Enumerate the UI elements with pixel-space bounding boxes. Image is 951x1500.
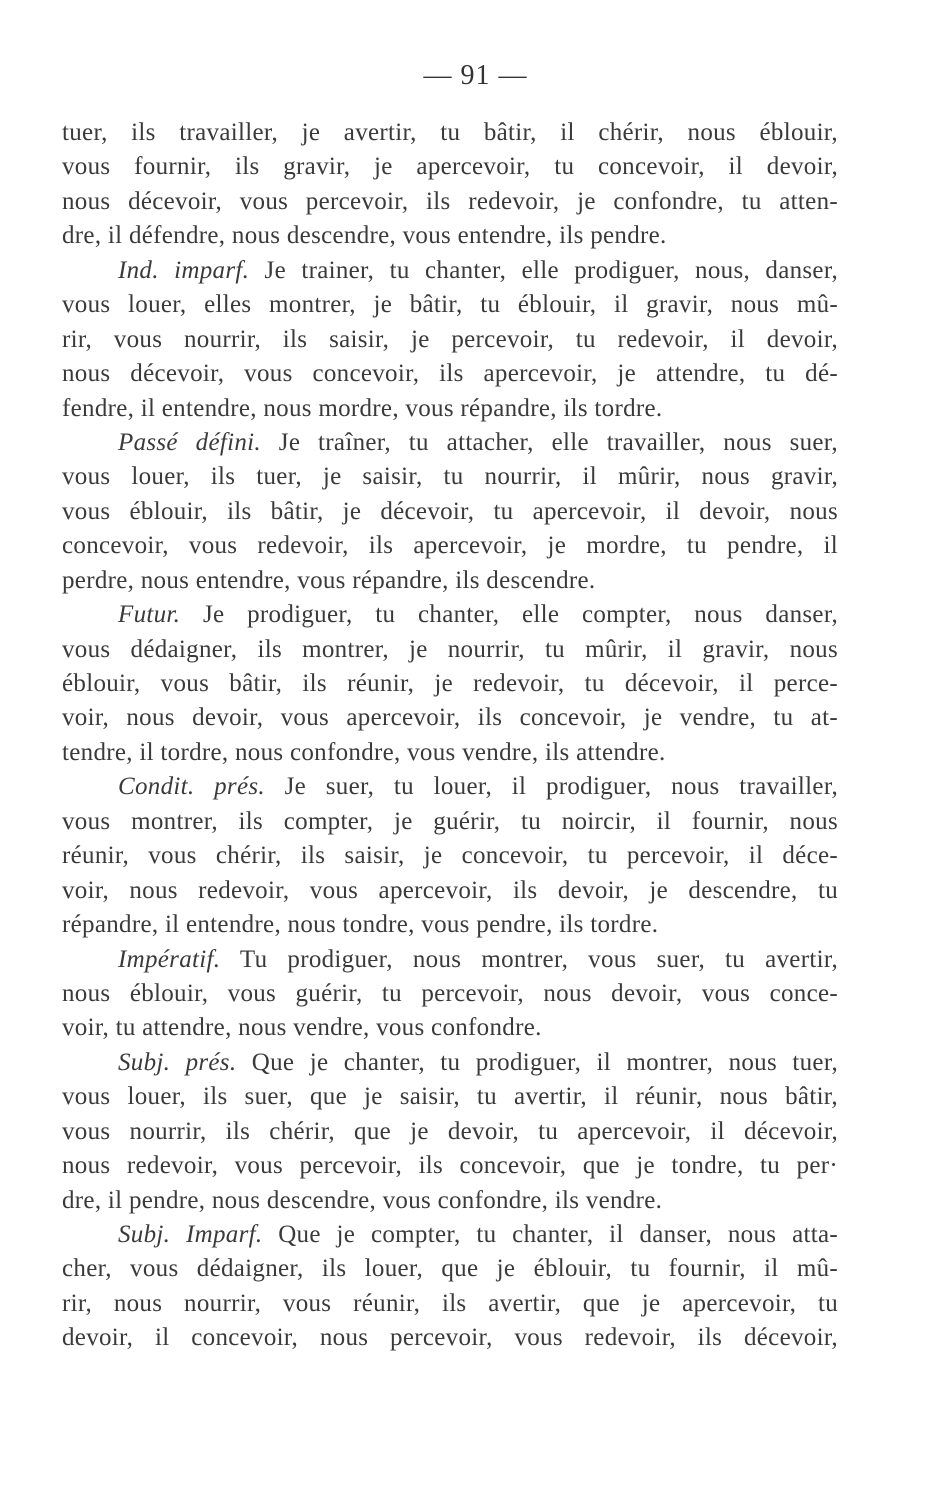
text-line: nous décevoir, vous percevoir, ils redevoir, je confondre, tu atten- [62, 187, 838, 215]
text-line: nous décevoir, vous concevoir, ils apercevoir, je attendre, tu dé- [62, 360, 838, 388]
line-text: Je prodiguer, tu chanter, elle compter, nous danser, [180, 601, 838, 629]
text-line: cher, vous dédaigner, ils louer, que je éblouir, tu fournir, il mû- [62, 1255, 838, 1283]
text-line: devoir, il concevoir, nous percevoir, vous redevoir, ils décevoir, [62, 1324, 838, 1352]
text-line [62, 1218, 838, 1252]
tense-label: Subj. Imparf. [118, 1221, 263, 1248]
text-line: répandre, il entendre, nous tondre, vous pendre, ils tordre. [62, 911, 659, 939]
paragraph-imperatif [62, 943, 838, 1046]
text-line: fendre, il entendre, nous mordre, vous répandre, ils tordre. [62, 394, 663, 422]
text-line: voir, nous redevoir, vous apercevoir, ils devoir, je descendre, tu [62, 876, 838, 904]
text-line: dre, il défendre, nous descendre, vous entendre, ils pendre. [62, 222, 667, 250]
tense-label: Ind. imparf. [118, 256, 250, 284]
text-line [62, 943, 838, 977]
paragraph-condit-pres [62, 770, 838, 942]
text-line: vous fournir, ils gravir, je apercevoir, tu concevoir, il devoir, [62, 153, 838, 181]
paragraph-subj-pres [62, 1046, 838, 1218]
text-line: vous louer, ils tuer, je saisir, tu nourrir, il mûrir, nous gravir, [62, 463, 838, 491]
tense-label: Passé défini. [118, 428, 261, 456]
paragraph-subj-imparf [62, 1218, 838, 1356]
text-line: nous éblouir, vous guérir, tu percevoir, nous devoir, vous conce- [62, 979, 838, 1007]
text-line: concevoir, vous redevoir, ils apercevoir, je mordre, tu pendre, il [62, 532, 838, 560]
text-line: vous louer, ils suer, que je saisir, tu avertir, il réunir, nous bâtir, [62, 1083, 838, 1111]
text-line: tendre, il tordre, nous confondre, vous vendre, ils attendre. [62, 738, 666, 766]
text-line: vous dédaigner, ils montrer, je nourrir, tu mûrir, il gravir, nous [62, 635, 838, 663]
line-text: Je trainer, tu chanter, elle prodiguer, nous, danser, [249, 256, 838, 284]
line-text: Je suer, tu louer, il prodiguer, nous travailler, [264, 773, 838, 801]
text-line: perdre, nous entendre, vous répandre, ils descendre. [62, 566, 596, 594]
body-text [62, 116, 838, 1356]
paragraph-continuation [62, 116, 838, 254]
text-line: nous redevoir, vous percevoir, ils concevoir, que je tondre, tu per· [62, 1152, 838, 1180]
tense-label: Condit. prés. [118, 773, 265, 801]
tense-label: Subj. prés. [118, 1048, 237, 1076]
text-line: réunir, vous chérir, ils saisir, je concevoir, tu percevoir, il déce- [62, 842, 838, 870]
text-line: vous louer, elles montrer, je bâtir, tu éblouir, il gravir, nous mû- [62, 291, 838, 319]
text-line: voir, tu attendre, nous vendre, vous confondre. [62, 1014, 542, 1042]
line-text: Que je compter, tu chanter, il danser, nous atta- [262, 1221, 838, 1248]
text-line: voir, nous devoir, vous apercevoir, ils concevoir, je vendre, tu at- [62, 704, 838, 732]
text-line [62, 770, 838, 804]
paragraph-ind-imparf [62, 254, 838, 426]
paragraph-passe-defini [62, 426, 838, 598]
text-line: rir, vous nourrir, ils saisir, je percevoir, tu redevoir, il devoir, [62, 325, 838, 353]
text-line: éblouir, vous bâtir, ils réunir, je redevoir, tu décevoir, il perce- [62, 670, 838, 697]
text-line: vous nourrir, ils chérir, que je devoir, tu apercevoir, il décevoir, [62, 1117, 838, 1145]
line-text: Que je chanter, tu prodiguer, il montrer, nous tuer, [236, 1048, 838, 1076]
text-line [62, 1046, 838, 1080]
tense-label: Impératif. [118, 945, 221, 973]
line-text: Tu prodiguer, nous montrer, vous suer, tu avertir, [220, 945, 838, 973]
text-line: tuer, ils travailler, je avertir, tu bâtir, il chérir, nous éblouir, [62, 119, 838, 146]
text-line: vous éblouir, ils bâtir, je décevoir, tu apercevoir, il devoir, nous [62, 497, 838, 525]
paragraph-futur [62, 598, 838, 770]
text-line [62, 254, 838, 288]
tense-label: Futur. [118, 601, 181, 629]
text-line: vous montrer, ils compter, je guérir, tu noircir, il fournir, nous [62, 807, 838, 835]
text-line: rir, nous nourrir, vous réunir, ils avertir, que je apercevoir, tu [62, 1289, 838, 1317]
text-line [62, 426, 838, 460]
line-text: Je traîner, tu attacher, elle travailler, nous suer, [260, 428, 838, 456]
text-line [62, 598, 838, 632]
page-number: — 91 — [423, 60, 528, 91]
text-line: dre, il pendre, nous descendre, vous confondre, ils vendre. [62, 1186, 663, 1214]
